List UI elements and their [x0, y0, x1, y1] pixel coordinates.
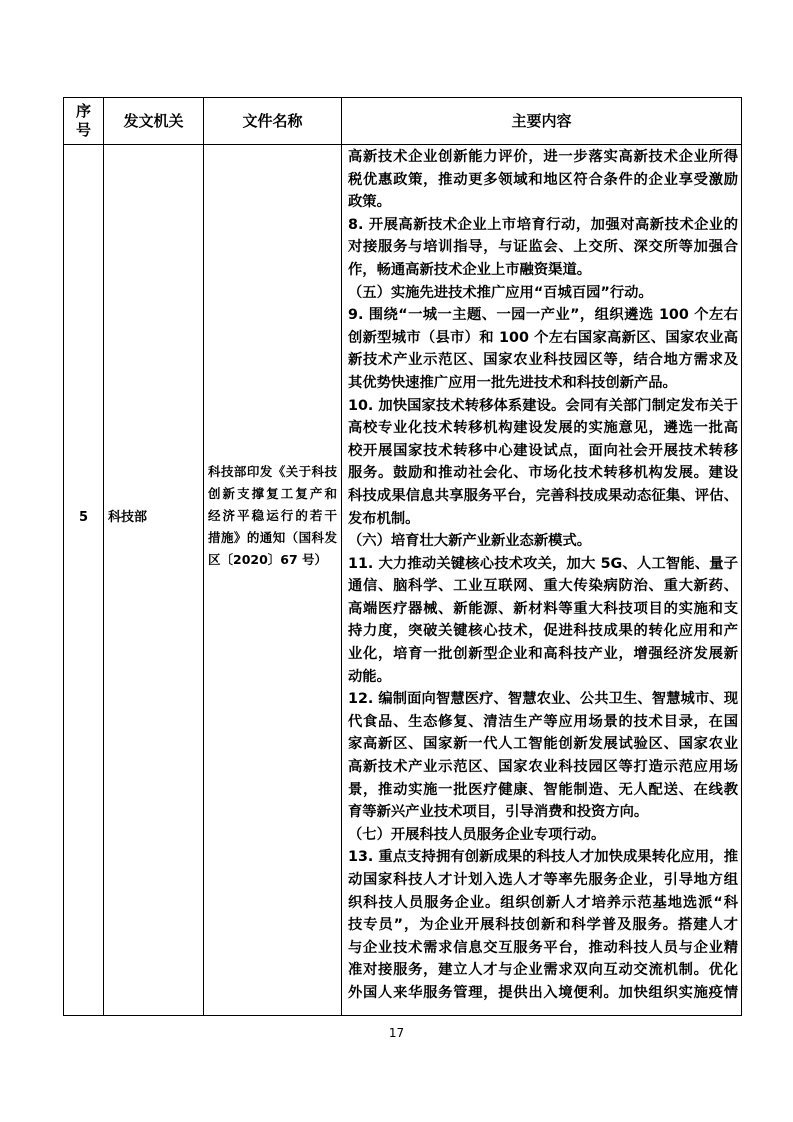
text-line: 高新技术产业示范区、国家农业科技园区等打造示范应用场: [348, 759, 738, 776]
column-header-main-content: 主要内容: [342, 98, 742, 145]
text-line: （六）培育壮大新产业新业态新模式。: [348, 533, 592, 550]
text-line: 8. 开展高新技术企业上市培育行动，加强对高新技术企业的: [348, 216, 738, 233]
text-line: （七）开展科技人员服务企业专项行动。: [348, 826, 606, 843]
text-line: 动能。: [348, 668, 391, 685]
text-line: 技专员”，为企业开展科技创新和科学普及服务。搭建人才: [348, 917, 738, 934]
text-line: 新技术产业示范区、国家农业科技园区等，结合地方需求及: [348, 352, 738, 369]
text-line: 高新技术企业创新能力评价，进一步落实高新技术企业所得: [348, 149, 738, 165]
table-row: [64, 145, 742, 1016]
text-line: 育等新兴产业技术项目，引导消费和投资方向。: [348, 804, 649, 821]
text-line: 持力度，突破关键核心技术，促进科技成果的转化应用和产: [348, 623, 738, 640]
text-line: 创新支撑复工复产和: [208, 486, 337, 501]
table-header-row: [64, 98, 742, 145]
text-line: 措施》的通知（国科发: [208, 530, 337, 545]
text-line: 外国人来华服务管理，提供出入境便利。加快组织实施疫情: [348, 984, 738, 1001]
text-line: 政策。: [348, 194, 391, 211]
text-line: 作，畅通高新技术企业上市融资渠道。: [348, 261, 592, 278]
text-line: 高校专业化技术转移机构建设发展的实施意见，遴选一批高: [348, 420, 738, 437]
text-line: 11. 大力推动关键核心技术攻关，加大 5G、人工智能、量子: [348, 555, 738, 572]
row-index-value: 5: [78, 510, 89, 525]
text-line: 动国家科技人才计划入选人才等率先服务企业，引导地方组: [348, 872, 738, 888]
text-line: 景，推动实施一批医疗健康、智能制造、无人配送、在线教: [348, 781, 738, 798]
text-line: 业化，培育一批创新型企业和高科技产业，增强经济发展新: [348, 646, 738, 663]
text-line: （五）实施先进技术推广应用“百城百园”行动。: [348, 284, 653, 301]
main-content-text: [342, 145, 741, 1005]
text-line: 织科技人员服务企业。组织创新人才培养示范基地选派“科: [348, 894, 738, 911]
text-line: 税优惠政策，推动更多领域和地区符合条件的企业享受激励: [348, 171, 738, 188]
text-line: 经济平稳运行的若干: [208, 508, 337, 523]
cell-document-name: [204, 145, 342, 1016]
text-line: 发布机制。: [348, 510, 420, 527]
text-line: 服务。鼓励和推动社会化、市场化技术转移机构发展。建设: [348, 465, 738, 482]
text-line: 准对接服务，建立人才与企业需求双向互动交流机制。优化: [348, 962, 738, 979]
column-header-agency: 发文机关: [104, 98, 204, 145]
issuing-agency-value: 科技部: [108, 510, 148, 525]
cell-main-content: [342, 145, 742, 1016]
text-line: 13. 重点支持拥有创新成果的科技人才加快成果转化应用，推: [348, 849, 738, 866]
text-line: 科技部印发《关于科技: [208, 464, 337, 479]
column-header-document-name: 文件名称: [204, 98, 342, 145]
text-line: 创新型城市（县市）和 100 个左右国家高新区、国家农业高: [348, 329, 738, 346]
text-line: 9. 围绕“一城一主题、一园一产业”，组织遴选 100 个左右: [348, 307, 738, 324]
column-header-index: 序号: [64, 98, 104, 145]
text-line: 家高新区、国家新一代人工智能创新发展试验区、国家农业: [348, 736, 738, 753]
page-number: 17: [388, 1026, 405, 1040]
cell-issuing-agency: [104, 145, 204, 1016]
policy-documents-table: [63, 97, 742, 1016]
text-line: 与企业技术需求信息交互服务平台，推动科技人员与企业精: [348, 939, 738, 956]
text-line: 对接服务与培训指导，与证监会、上交所、深交所等加强合: [348, 239, 738, 256]
text-line: 校开展国家技术转移中心建设试点，面向社会开展技术转移: [348, 442, 738, 459]
text-line: 10. 加快国家技术转移体系建设。会同有关部门制定发布关于: [348, 397, 738, 414]
text-line: 12. 编制面向智慧医疗、智慧农业、公共卫生、智慧城市、现: [348, 691, 738, 708]
text-line: 科技成果信息共享服务平台，完善科技成果动态征集、评估、: [348, 487, 738, 504]
text-line: 高端医疗器械、新能源、新材料等重大科技项目的实施和支: [348, 600, 738, 617]
cell-row-index: [64, 145, 104, 1016]
text-line: 其优势快速推广应用一批先进技术和科技创新产品。: [348, 374, 677, 391]
text-line: 代食品、生态修复、清洁生产等应用场景的技术目录，在国: [348, 713, 738, 730]
text-line: 区〔2020〕67 号）: [208, 552, 328, 567]
text-line: 通信、脑科学、工业互联网、重大传染病防治、重大新药、: [348, 578, 738, 595]
document-title: [204, 145, 341, 571]
